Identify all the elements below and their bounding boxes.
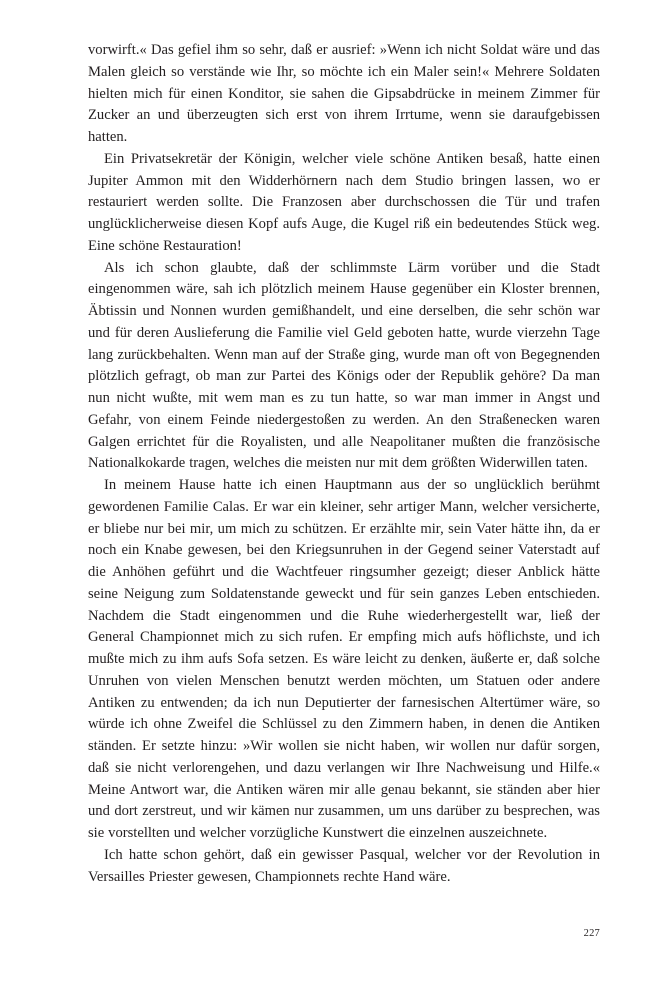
paragraph-1: vorwirft.« Das gefiel ihm so sehr, daß er ausrief: »Wenn ich nicht Soldat wäre und das Malen gleich so verstände wie Ihr, so möchte ich ein Maler sein!« Mehrere Soldaten hielten mich für einen Konditor, sie sahen die Gipsabdrücke in meinem Zimmer für Zucker an und überzeugten sich erst von ihrem Irrtume, wenn sie daraufgebissen hatten. (88, 42, 600, 145)
book-page (88, 40, 600, 970)
paragraph-5: Ich hatte schon gehört, daß ein gewisser Pasqual, welcher vor der Revolution in Versailles Priester gewesen, Championnets rechte Hand wäre. (88, 846, 600, 885)
page-number: 227 (583, 928, 600, 939)
paragraph-4: In meinem Hause hatte ich einen Hauptmann aus der so unglücklich berühmt gewordenen Familie Calas. Er war ein kleiner, sehr artiger Mann, welcher versicherte, er bliebe nur bei mir, um mich zu schützen. Er erzählte mir, sein Vater hätte ihn, da er noch ein Knabe gewesen, bei den Kriegsunruhen in der Gegend seiner Vaterstadt auf die Anhöhen geführt und die Wachtfeuer ringsumher gezeigt; dieser Anblick hätte seine Neigung zum Soldatenstande geweckt und für sein ganzes Leben entschieden. Nachdem die Stadt eingenommen und die Ruhe wiederhergestellt war, ließ der General Championnet mich zu sich rufen. Er empfing mich aufs höflichste, und ich mußte mich zu ihm aufs Sofa setzen. Es wäre leicht zu denken, äußerte er, daß solche Unruhen von vielen Menschen benutzt werden möchten, um Statuen oder andere Antiken zu entwenden; da ich nun Deputierter der farnesischen Altertümer wäre, so würde ich ohne Zweifel die Schlüssel zu den Zimmern haben, in denen die Antiken ständen. Er setzte hinzu: »Wir wollen sie nicht haben, wir wollen nur dafür sorgen, daß sie nicht verlorengehen, und dazu verlangen wir Ihre Nachweisung und Hilfe.« Meine Antwort war, die Antiken wären mir alle genau bekannt, sie ständen aber hier und dort zerstreut, und wir kämen nur zusammen, um uns darüber zu besprechen, was sie vorstellten und welcher vorzügliche Kunstwert die einzelnen auszeichnete. (88, 477, 600, 841)
paragraph-3: Als ich schon glaubte, daß der schlimmste Lärm vorüber und die Stadt eingenommen wäre, sah ich plötzlich meinem Hause gegenüber ein Kloster brennen, Äbtissin und Nonnen wurden gemißhandelt, und eine derselben, die sehr schön war und für deren Auslieferung die Familie viel Geld geboten hatte, wurde vierzehn Tage lang zurückbehalten. Wenn man auf der Straße ging, wurde man oft von Begegnenden plötzlich gefragt, ob man zur Partei des Königs oder der Republik gehöre? Da man nun nicht wußte, mit wem man es zu tun hatte, so war man immer in Angst und Gefahr, von einem Feinde niedergestoßen zu werden. An den Straßenecken waren Galgen errichtet für die Royalisten, und alle Neapolitaner mußten die französische Nationalkokarde tragen, welches die meisten nur mit dem größten Widerwillen taten. (88, 259, 600, 472)
paragraph-2: Ein Privatsekretär der Königin, welcher viele schöne Antiken besaß, hatte einen Jupiter Ammon mit den Widderhörnern nach dem Studio bringen lassen, wo er restauriert werden sollte. Die Franzosen aber durchschossen die Tür und trafen unglücklicherweise diesen Kopf aufs Auge, die Kugel riß ein bedeutendes Stück weg. Eine schöne Restauration! (88, 150, 600, 254)
